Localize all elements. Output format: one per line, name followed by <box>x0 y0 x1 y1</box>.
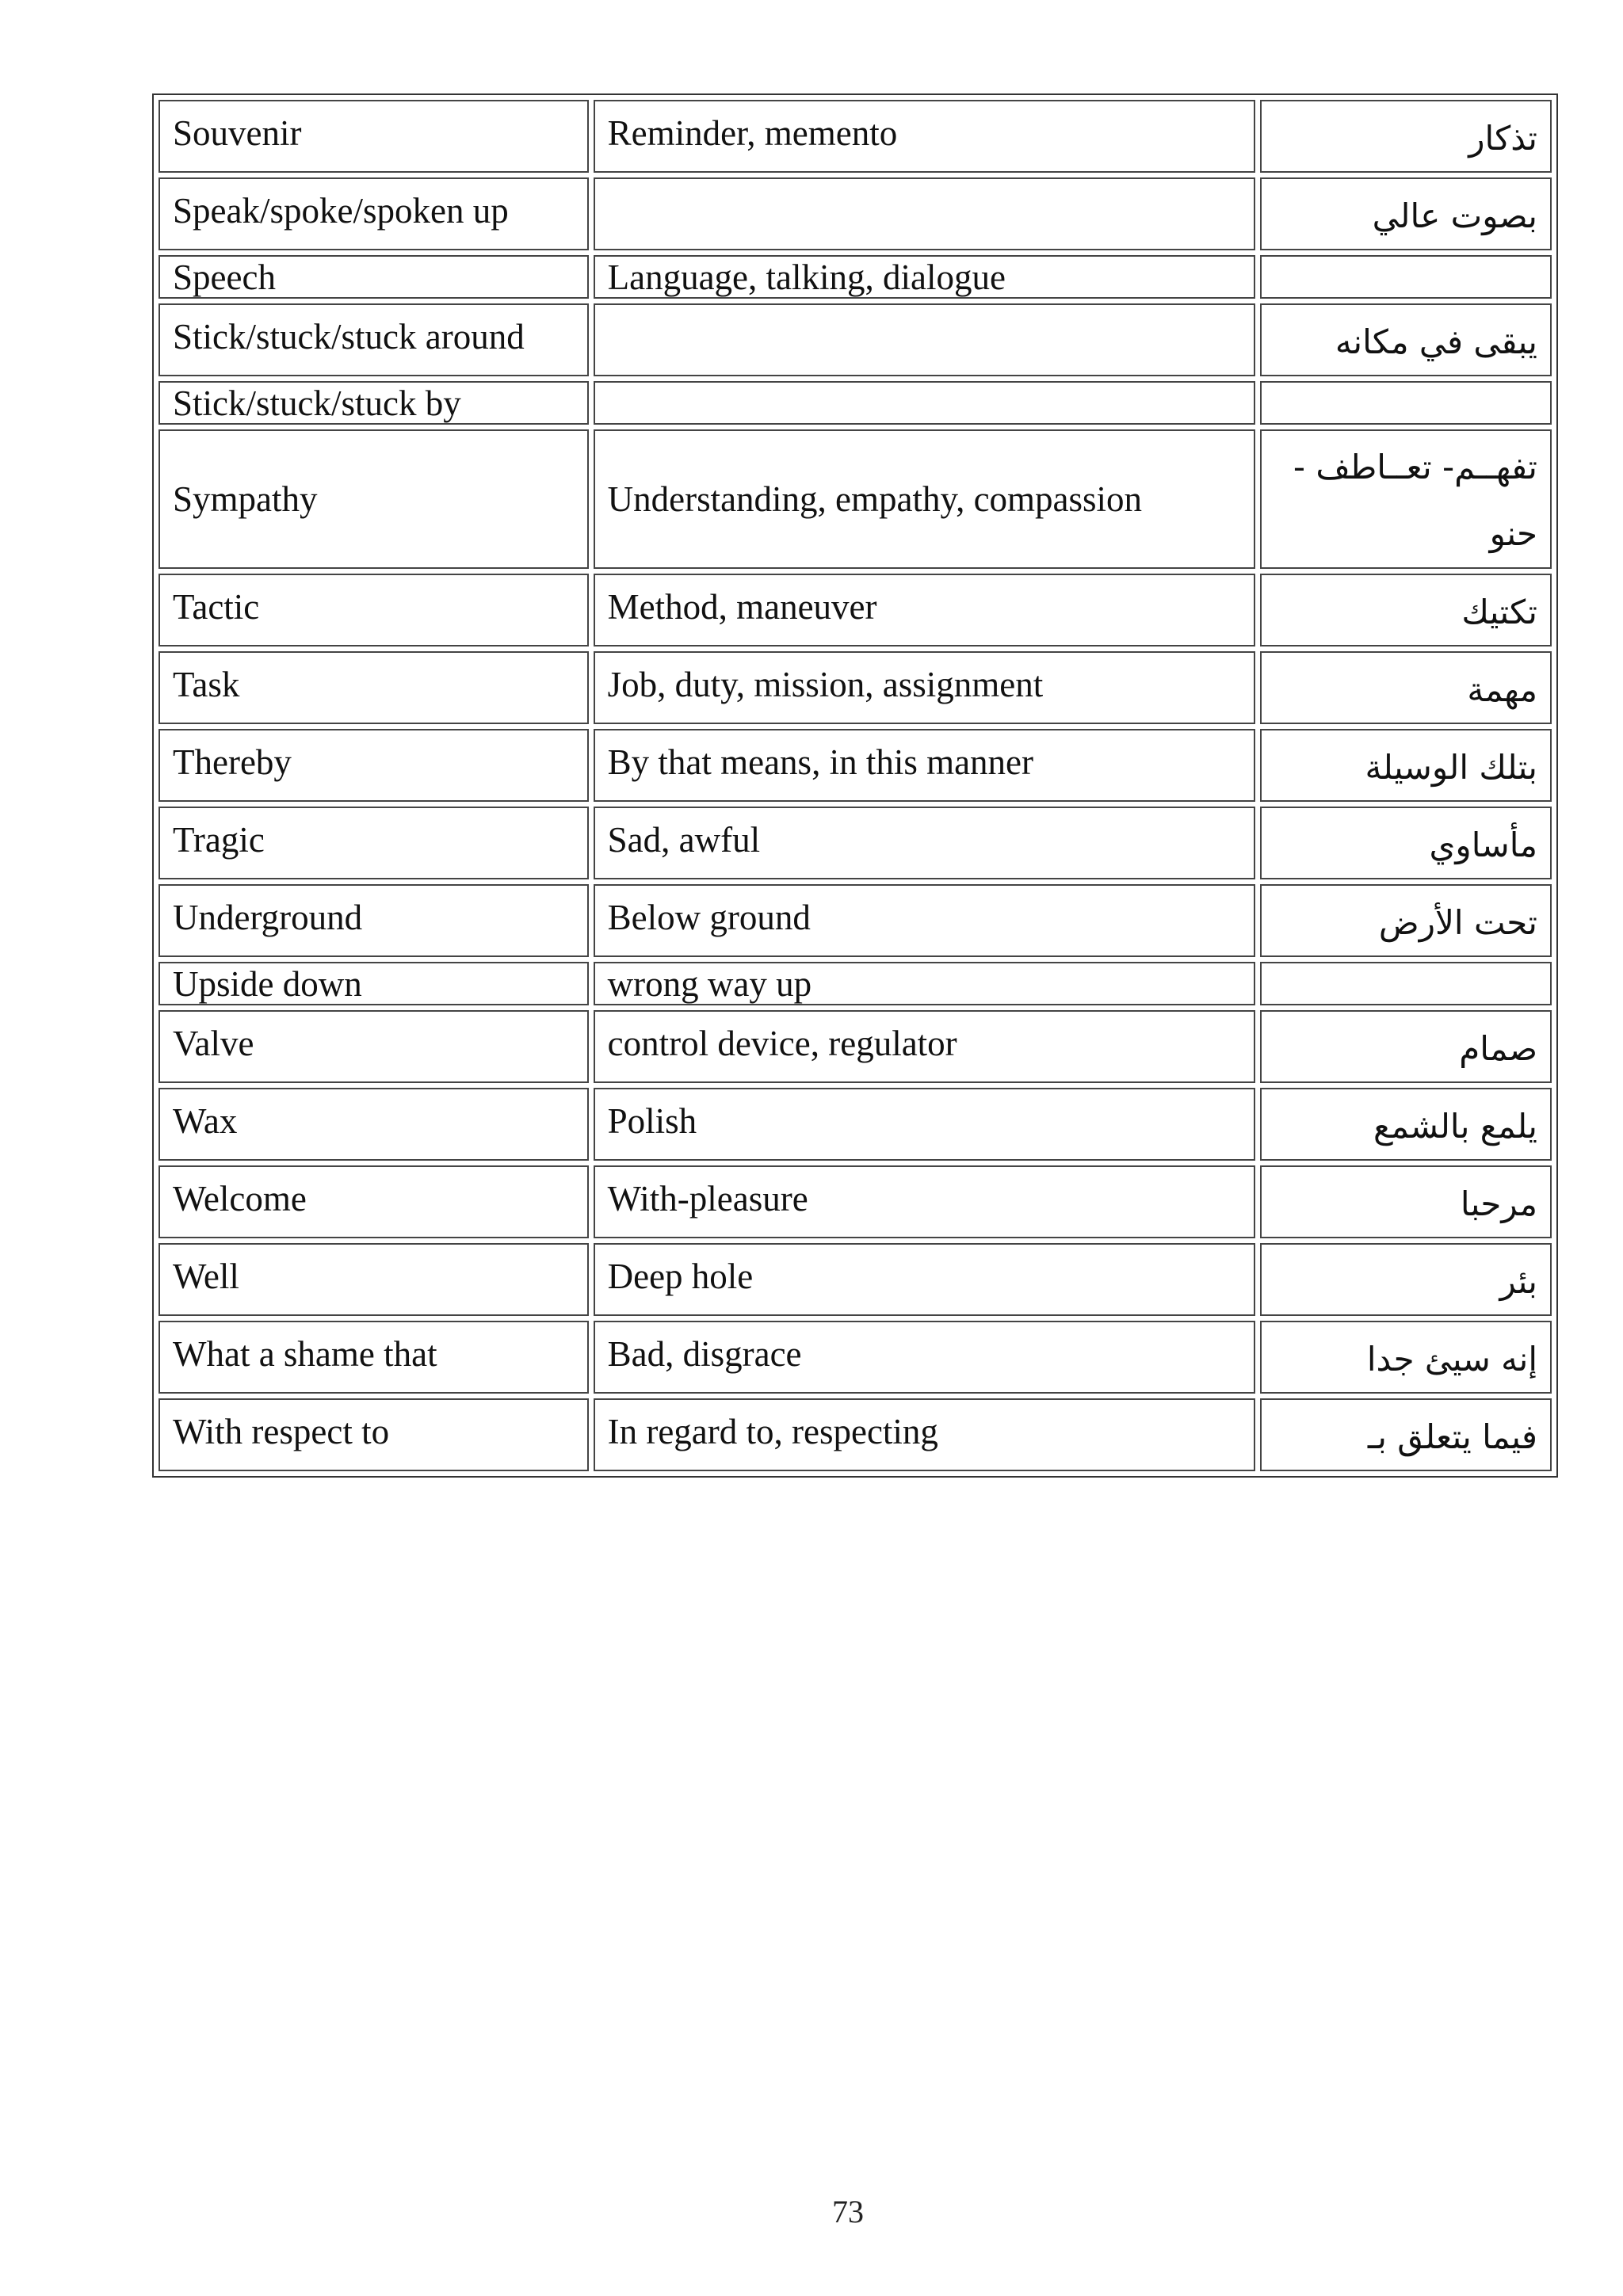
table-row <box>158 807 1552 879</box>
arabic-cell <box>1260 255 1552 299</box>
arabic-cell: تحت الأرض <box>1260 884 1552 957</box>
synonyms-cell: Deep hole <box>594 1243 1255 1316</box>
term-cell: Stick/stuck/stuck by <box>158 381 589 425</box>
synonyms-cell: Bad, disgrace <box>594 1321 1255 1394</box>
arabic-cell: تكتيك <box>1260 574 1552 646</box>
arabic-cell: يلمع بالشمع <box>1260 1088 1552 1161</box>
table-row <box>158 429 1552 569</box>
table-row <box>158 100 1552 173</box>
synonyms-cell <box>594 381 1255 425</box>
arabic-cell: مأساوي <box>1260 807 1552 879</box>
synonyms-cell: control device, regulator <box>594 1010 1255 1083</box>
synonyms-cell: wrong way up <box>594 962 1255 1005</box>
term-cell: Upside down <box>158 962 589 1005</box>
arabic-cell <box>1260 962 1552 1005</box>
table-row <box>158 177 1552 250</box>
arabic-cell: فيما يتعلق بـ <box>1260 1398 1552 1471</box>
synonyms-cell: In regard to, respecting <box>594 1398 1255 1471</box>
arabic-cell: تذكار <box>1260 100 1552 173</box>
arabic-cell: مهمة <box>1260 651 1552 724</box>
synonyms-cell <box>594 303 1255 376</box>
table-row <box>158 1165 1552 1238</box>
arabic-cell: يبقى في مكانه <box>1260 303 1552 376</box>
table-row <box>158 729 1552 802</box>
synonyms-cell: Understanding, empathy, compassion <box>594 429 1255 569</box>
table-row <box>158 303 1552 376</box>
arabic-cell: تفهــم- تعــاطف - حنو <box>1260 429 1552 569</box>
arabic-cell: مرحبا <box>1260 1165 1552 1238</box>
table-row <box>158 1088 1552 1161</box>
table-row <box>158 574 1552 646</box>
term-cell: Souvenir <box>158 100 589 173</box>
term-cell: Task <box>158 651 589 724</box>
synonyms-cell: Below ground <box>594 884 1255 957</box>
table-row <box>158 1398 1552 1471</box>
arabic-cell: إنه سيئ جدا <box>1260 1321 1552 1394</box>
synonyms-cell: Job, duty, mission, assignment <box>594 651 1255 724</box>
term-cell: With respect to <box>158 1398 589 1471</box>
arabic-cell: صمام <box>1260 1010 1552 1083</box>
term-cell: Wax <box>158 1088 589 1161</box>
vocabulary-table <box>152 93 1558 1478</box>
term-cell: Speak/spoke/spoken up <box>158 177 589 250</box>
term-cell: Valve <box>158 1010 589 1083</box>
table-row <box>158 255 1552 299</box>
synonyms-cell: Reminder, memento <box>594 100 1255 173</box>
table-row <box>158 651 1552 724</box>
term-cell: Tragic <box>158 807 589 879</box>
arabic-cell: بتلك الوسيلة <box>1260 729 1552 802</box>
term-cell: What a shame that <box>158 1321 589 1394</box>
synonyms-cell: Method, maneuver <box>594 574 1255 646</box>
table-row <box>158 884 1552 957</box>
term-cell: Underground <box>158 884 589 957</box>
synonyms-cell: By that means, in this manner <box>594 729 1255 802</box>
synonyms-cell: Language, talking, dialogue <box>594 255 1255 299</box>
synonyms-cell: With-pleasure <box>594 1165 1255 1238</box>
term-cell: Thereby <box>158 729 589 802</box>
arabic-cell <box>1260 381 1552 425</box>
table-row <box>158 1321 1552 1394</box>
term-cell: Sympathy <box>158 429 589 569</box>
synonyms-cell: Polish <box>594 1088 1255 1161</box>
arabic-cell: بئر <box>1260 1243 1552 1316</box>
term-cell: Well <box>158 1243 589 1316</box>
term-cell: Welcome <box>158 1165 589 1238</box>
page-number: 73 <box>832 2194 864 2229</box>
term-cell: Speech <box>158 255 589 299</box>
arabic-cell: بصوت عالي <box>1260 177 1552 250</box>
synonyms-cell <box>594 177 1255 250</box>
table-row <box>158 962 1552 1005</box>
table-row <box>158 1243 1552 1316</box>
term-cell: Stick/stuck/stuck around <box>158 303 589 376</box>
term-cell: Tactic <box>158 574 589 646</box>
table-row <box>158 381 1552 425</box>
synonyms-cell: Sad, awful <box>594 807 1255 879</box>
table-row <box>158 1010 1552 1083</box>
